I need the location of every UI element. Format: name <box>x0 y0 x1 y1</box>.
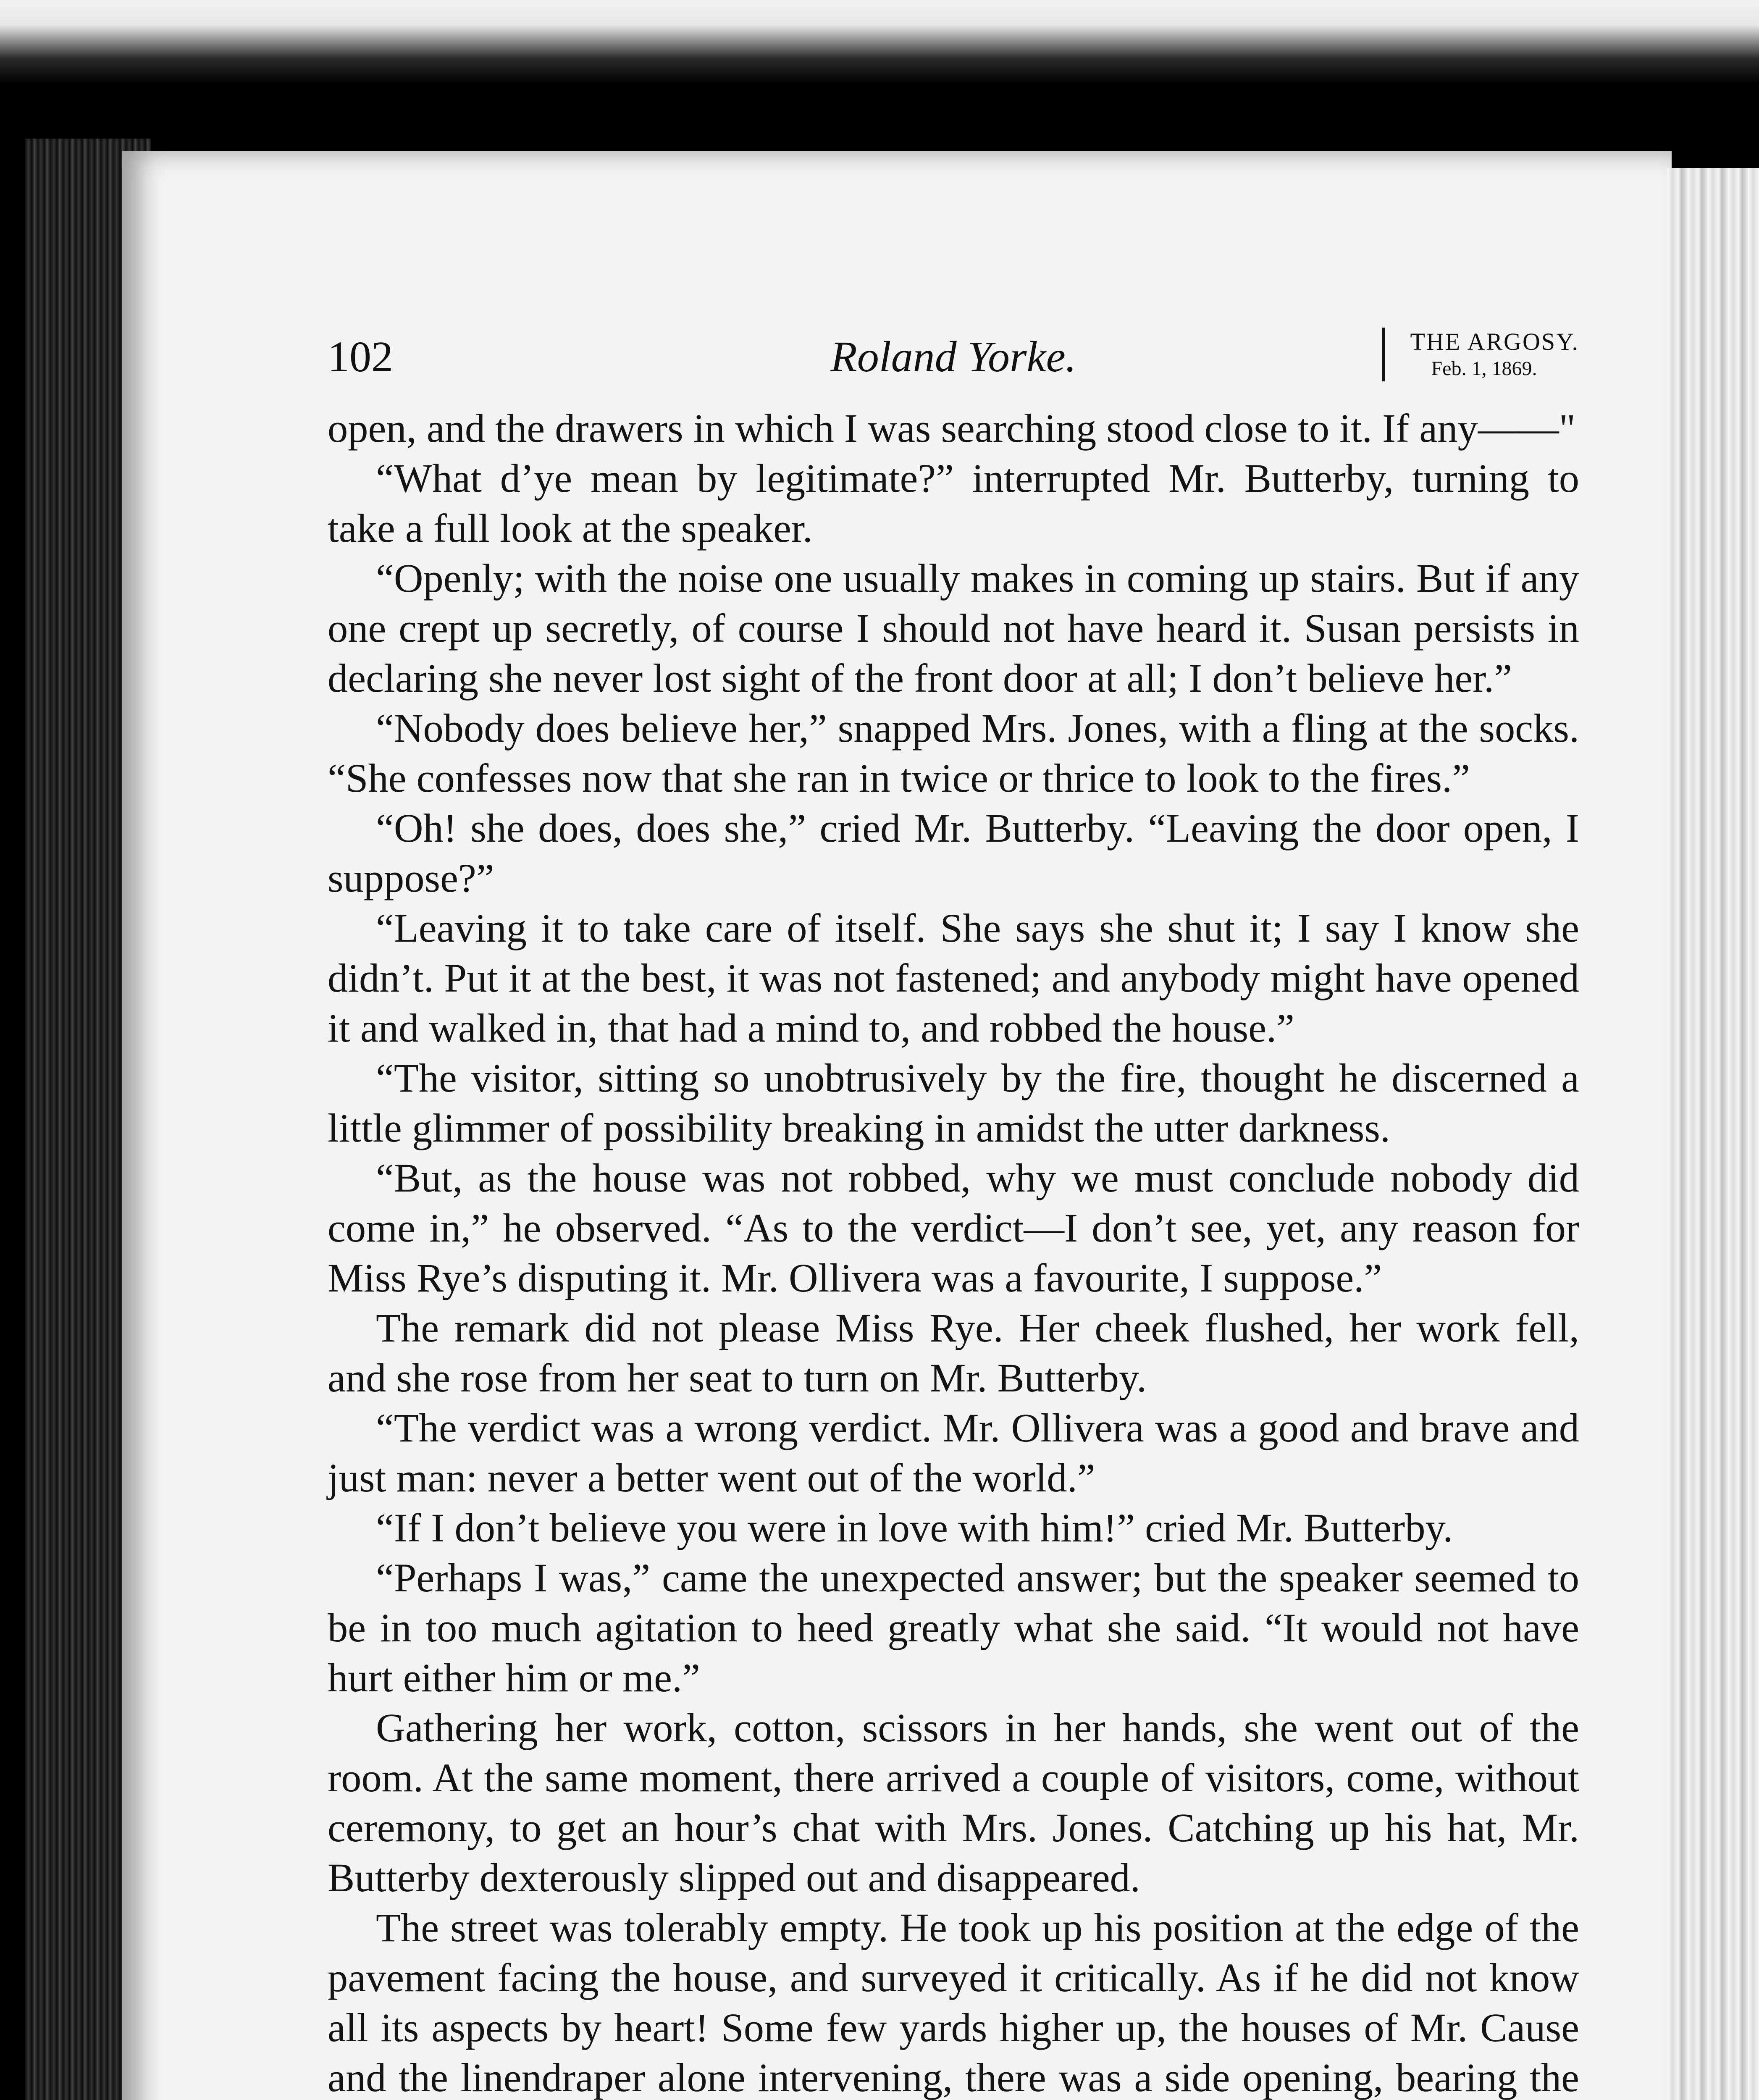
body-text <box>328 403 1579 2100</box>
paragraph: “Openly; with the noise one usually makes in coming up stairs. But if any one crept up secretly, of course I should not have heard it. Susan persists in declaring she never lost sight of the front door at all; I don’t believe her.” <box>328 556 1579 701</box>
page-header <box>328 323 1579 395</box>
paragraph: “The visitor, sitting so unobtrusively by the fire, thought he discerned a little glimmer of possibility breaking in amidst the utter darkness. <box>328 1055 1579 1150</box>
source-magazine: THE ARGOSY. <box>1410 328 1579 355</box>
running-title: Roland Yorke. <box>830 333 1076 381</box>
paragraph: “Perhaps I was,” came the unexpected answer; but the speaker seemed to be in too much agitation to heed greatly what she said. “It would not have hurt either him or me.” <box>328 1555 1579 1700</box>
source-citation <box>1382 328 1579 381</box>
paragraph: open, and the drawers in which I was searching stood close to it. If any——" <box>328 406 1576 451</box>
page-edges <box>1667 168 1759 2100</box>
paragraph: “Nobody does believe her,” snapped Mrs. Jones, with a fling at the socks. “She confesses now that she ran in twice or thrice to look to the fires.” <box>328 706 1579 801</box>
paragraph: “If I don’t believe you were in love with him!” cried Mr. Butterby. <box>376 1505 1453 1550</box>
paragraph: “Leaving it to take care of itself. She says she shut it; I say I know she didn’t. Put it at the best, it was not fastened; and anybody might have opened it and walked in, that had a mind to, and robbed the house.” <box>328 906 1579 1050</box>
paragraph: “But, as the house was not robbed, why we must conclude nobody did come in,” he observed. “As to the verdict—I don’t see, yet, any reason for Miss Rye’s disputing it. Mr. Ollivera was a favourite, I suppose.” <box>328 1155 1579 1300</box>
paragraph: “The verdict was a wrong verdict. Mr. Ollivera was a good and brave and just man: never a better went out of the world.” <box>328 1405 1579 1500</box>
paragraph: The remark did not please Miss Rye. Her cheek flushed, her work fell, and she rose from her seat to turn on Mr. Butterby. <box>328 1305 1579 1400</box>
paragraph: “What d’ye mean by legitimate?” interrupted Mr. Butterby, turning to take a full look at the speaker. <box>328 456 1579 551</box>
page-number: 102 <box>328 333 393 381</box>
scan-top-edge <box>0 0 1759 151</box>
paragraph: The street was tolerably empty. He took up his position at the edge of the pavement facing the house, and surveyed it critically. As if he did not know all its aspects by heart! Some few yards higher up, the houses of Mr. Cause and the linendraper alone intervening, there was a side opening, bearing the <box>328 1905 1579 2100</box>
source-date: Feb. 1, 1869. <box>1431 357 1537 380</box>
paragraph: Gathering her work, cotton, scissors in her hands, she went out of the room. At the same moment, there arrived a couple of visitors, come, without ceremony, to get an hour’s chat with Mrs. Jones. Catching up his hat, Mr. Butterby dexterously slipped out and disappeared. <box>328 1705 1579 1900</box>
paragraph: “Oh! she does, does she,” cried Mr. Butterby. “Leaving the door open, I suppose?” <box>328 806 1579 900</box>
